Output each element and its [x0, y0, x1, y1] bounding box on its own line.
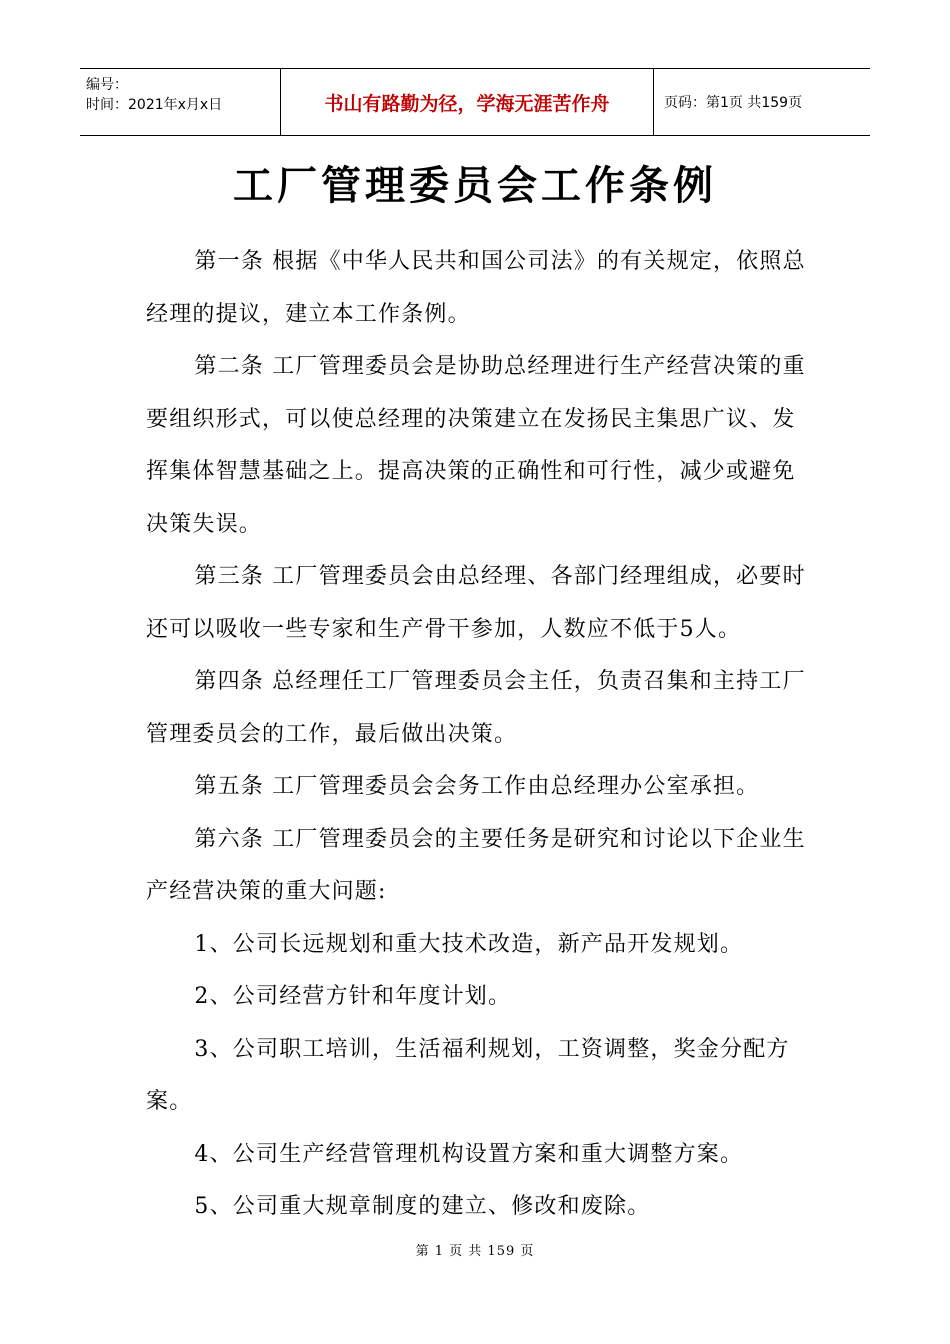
header-page-info: 页码：第1页 共159页 [664, 95, 803, 111]
page-footer: 第 1 页 共 159 页 [415, 1244, 535, 1259]
number-label: 编号： [86, 77, 128, 93]
time-label: 时间：2021年x月x日 [86, 97, 223, 113]
header-table [80, 68, 870, 136]
paragraph-article-4: 第四条 总经理任工厂管理委员会主任，负责召集和主持工厂管理委员会的工作，最后做出决策。 [146, 669, 806, 747]
document-title: 工厂管理委员会工作条例 [233, 163, 717, 209]
paragraph-article-6: 第六条 工厂管理委员会的主要任务是研究和讨论以下企业生产经营决策的重大问题: [146, 826, 806, 904]
paragraph-article-1: 第一条 根据《中华人民共和国公司法》的有关规定，依照总经理的提议，建立本工作条例。 [146, 249, 806, 327]
list-item-3: 3、公司职工培训，生活福利规划，工资调整，奖金分配方案。 [146, 1036, 790, 1114]
document-body [146, 236, 810, 1234]
list-item-5: 5、公司重大规章制度的建立、修改和废除。 [194, 1194, 651, 1219]
list-item-2: 2、公司经营方针和年度计划。 [194, 984, 512, 1009]
paragraph-article-5: 第五条 工厂管理委员会会务工作由总经理办公室承担。 [194, 774, 760, 799]
list-item-1: 1、公司长远规划和重大技术改造，新产品开发规划。 [194, 931, 744, 957]
paragraph-article-2: 第二条 工厂管理委员会是协助总经理进行生产经营决策的重要组织形式，可以使总经理的决策建立在发扬民主集思广议、发挥集体智慧基础之上。提高决策的正确性和可行性，减少或避免决策失误。 [146, 354, 806, 537]
paragraph-article-3: 第三条 工厂管理委员会由总经理、各部门经理组成，必要时还可以吸收一些专家和生产骨干参加，人数应不低于5人。 [146, 564, 806, 642]
list-item-4: 4、公司生产经营管理机构设置方案和重大调整方案。 [194, 1141, 744, 1167]
header-meta [80, 69, 280, 135]
header-motto: 书山有路勤为径，学海无涯苦作舟 [280, 69, 654, 135]
